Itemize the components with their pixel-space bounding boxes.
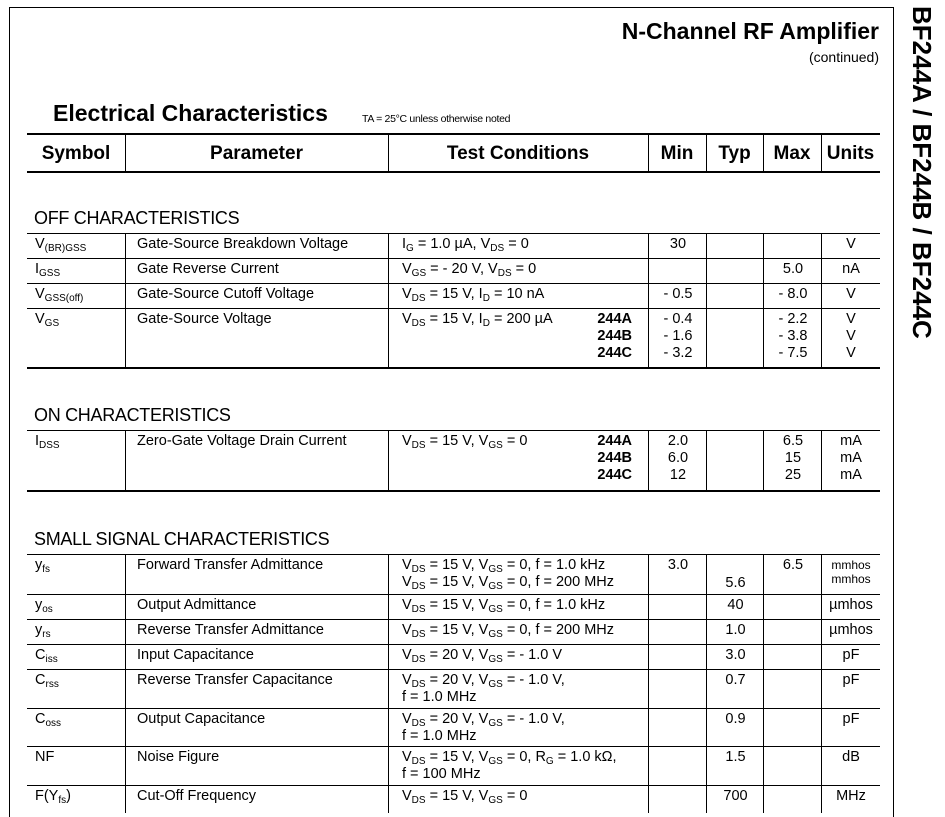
units-value: mA <box>840 433 862 449</box>
symbol: $y_{fs}$ <box>35 557 51 575</box>
test-condition: $V_{DS} = 15$ V, $V_{GS} = 0$, $R_G = 1.0$ kΩ, <box>402 749 617 767</box>
test-condition: $V_{DS} = 15$ V, $V_{GS} = 0$ <box>402 433 528 451</box>
col-max: Max <box>773 143 811 164</box>
symbol: $I_{GSS}$ <box>35 261 61 279</box>
table-row <box>27 670 880 709</box>
test-condition-line2: f = 1.0 MHz <box>402 689 477 705</box>
parameter: Noise Figure <box>137 749 220 765</box>
max-value: - 3.8 <box>778 328 808 344</box>
min-value: 6.0 <box>667 450 689 466</box>
section-on-title: ON CHARACTERISTICS <box>34 405 231 425</box>
test-condition: $V_{DS} = 15$ V, $V_{GS} = 0$, f = 200 MHz <box>402 622 615 640</box>
units-value: pF <box>842 647 860 663</box>
units-value: MHz <box>836 788 866 804</box>
units-value: mA <box>840 467 862 483</box>
symbol: $C_{rss}$ <box>35 672 59 690</box>
parameter: Gate-Source Cutoff Voltage <box>137 286 315 302</box>
min-value: - 1.6 <box>663 328 693 344</box>
units-value: V <box>846 311 856 327</box>
min-value: 30 <box>669 236 687 252</box>
table-row <box>27 234 880 259</box>
table-row <box>27 309 880 368</box>
test-condition: $V_{DS} = 15$ V, $V_{GS} = 0$ <box>402 788 528 806</box>
typ-value: 0.9 <box>725 711 746 727</box>
grade-label: 244A <box>597 311 632 327</box>
parameter: Reverse Transfer Capacitance <box>137 672 333 688</box>
max-value: 5.0 <box>782 261 804 277</box>
table-row <box>27 620 880 645</box>
table-row <box>27 786 880 813</box>
symbol: NF <box>35 749 55 765</box>
max-value: 25 <box>784 467 802 483</box>
table-row <box>27 595 880 620</box>
max-value: 15 <box>784 450 802 466</box>
test-condition: $V_{DS} = 15$ V, $V_{GS} = 0$, f = 1.0 kHz <box>402 557 606 575</box>
units-value: dB <box>842 749 860 765</box>
table-row <box>27 709 880 747</box>
test-condition: $V_{DS} = 15$ V, $I_D = 10$ nA <box>402 286 545 304</box>
parameter: Input Capacitance <box>137 647 254 663</box>
grade-label: 244B <box>597 328 632 344</box>
test-condition: $V_{DS} = 15$ V, $V_{GS} = 0$, f = 200 MHz <box>402 574 615 592</box>
table-row <box>27 645 880 670</box>
grade-label: 244A <box>597 433 632 449</box>
typ-value: 700 <box>723 788 748 804</box>
side-part-label: BF244A / BF244B / BF244C <box>907 6 937 339</box>
max-value: - 7.5 <box>778 345 808 361</box>
typ-value: 3.0 <box>725 647 746 663</box>
units-value: mA <box>840 450 862 466</box>
typ-value: 40 <box>727 597 744 613</box>
symbol: $y_{rs}$ <box>35 622 51 640</box>
parameter: Output Admittance <box>137 597 257 613</box>
parameter: Output Capacitance <box>137 711 266 727</box>
symbol: $C_{iss}$ <box>35 647 58 665</box>
table-header <box>27 133 880 173</box>
min-value: 2.0 <box>667 433 689 449</box>
test-condition-line2: f = 100 MHz <box>402 766 481 782</box>
symbol: $F(Y_{fs})$ <box>35 788 71 806</box>
col-typ: Typ <box>718 143 751 164</box>
typ-value: 5.6 <box>725 575 746 591</box>
symbol: $y_{os}$ <box>35 597 53 615</box>
symbol: $I_{DSS}$ <box>35 433 60 451</box>
parameter: Forward Transfer Admittance <box>137 557 324 573</box>
test-condition: $V_{DS} = 15$ V, $I_D = 200$ µA <box>402 311 553 329</box>
col-units: Units <box>826 143 875 164</box>
col-test-conditions: Test Conditions <box>446 143 590 164</box>
symbol: $V_{(BR)GSS}$ <box>35 236 87 254</box>
parameter: Gate-Source Breakdown Voltage <box>137 236 349 252</box>
page-title: N-Channel RF Amplifier <box>621 18 879 44</box>
min-value: 3.0 <box>667 557 689 573</box>
parameter: Gate Reverse Current <box>137 261 279 277</box>
test-condition: $V_{DS} = 20$ V, $V_{GS}$ = - 1.0 V, <box>402 711 565 729</box>
max-value: 6.5 <box>782 433 804 449</box>
col-parameter: Parameter <box>210 143 303 164</box>
parameter: Zero-Gate Voltage Drain Current <box>137 433 347 449</box>
symbol: $V_{GS}$ <box>35 311 60 329</box>
units-value: V <box>846 328 856 344</box>
units-value: V <box>846 286 856 302</box>
units-value: V <box>846 345 856 361</box>
units-value: pF <box>842 711 860 727</box>
max-value: - 8.0 <box>778 286 808 302</box>
table-row <box>27 747 880 786</box>
parameter: Gate-Source Voltage <box>137 311 272 327</box>
grade-label: 244C <box>597 345 632 361</box>
table-row <box>27 284 880 309</box>
ta-note: TA = 25°C unless otherwise noted <box>362 113 511 125</box>
units-value: µmhos <box>829 597 873 613</box>
symbol: $V_{GSS(off)}$ <box>35 286 84 304</box>
typ-value: 1.0 <box>725 622 746 638</box>
min-value: - 3.2 <box>663 345 693 361</box>
units-value: mmhos <box>831 572 871 586</box>
min-value: 12 <box>669 467 687 483</box>
parameter: Reverse Transfer Admittance <box>137 622 324 638</box>
small-signal-table <box>27 554 880 814</box>
units-value: pF <box>842 672 860 688</box>
grade-label: 244C <box>597 467 632 483</box>
test-condition-line2: f = 1.0 MHz <box>402 728 477 744</box>
table-row <box>27 259 880 284</box>
table-row <box>27 431 880 491</box>
test-condition: $I_G = 1.0$ µA, $V_{DS} = 0$ <box>402 236 529 254</box>
units-value: mmhos <box>831 558 871 572</box>
test-condition: $V_{DS} = 20$ V, $V_{GS}$ = - 1.0 V <box>402 647 563 665</box>
min-value: - 0.5 <box>663 286 693 302</box>
table-row <box>27 555 880 595</box>
parameter: Cut-Off Frequency <box>137 788 257 804</box>
units-value: V <box>846 236 856 252</box>
section-heading: Electrical Characteristics <box>53 100 328 126</box>
units-value: nA <box>842 261 860 277</box>
min-value: - 0.4 <box>663 311 693 327</box>
off-table <box>27 233 880 369</box>
col-min: Min <box>660 143 694 164</box>
page-subtitle: (continued) <box>808 49 879 65</box>
grade-label: 244B <box>597 450 632 466</box>
typ-value: 1.5 <box>725 749 746 765</box>
section-small-title: SMALL SIGNAL CHARACTERISTICS <box>34 529 330 549</box>
test-condition: $V_{DS} = 15$ V, $V_{GS} = 0$, f = 1.0 kHz <box>402 597 606 615</box>
test-condition: $V_{GS}$ = - 20 V, $V_{DS} = 0$ <box>402 261 537 279</box>
section-off-title: OFF CHARACTERISTICS <box>34 208 240 228</box>
symbol: $C_{oss}$ <box>35 711 62 729</box>
on-table <box>27 430 880 492</box>
max-value: - 2.2 <box>778 311 808 327</box>
typ-value: 0.7 <box>725 672 746 688</box>
units-value: µmhos <box>829 622 873 638</box>
test-condition: $V_{DS} = 20$ V, $V_{GS}$ = - 1.0 V, <box>402 672 565 690</box>
col-symbol: Symbol <box>41 143 111 164</box>
max-value: 6.5 <box>782 557 804 573</box>
